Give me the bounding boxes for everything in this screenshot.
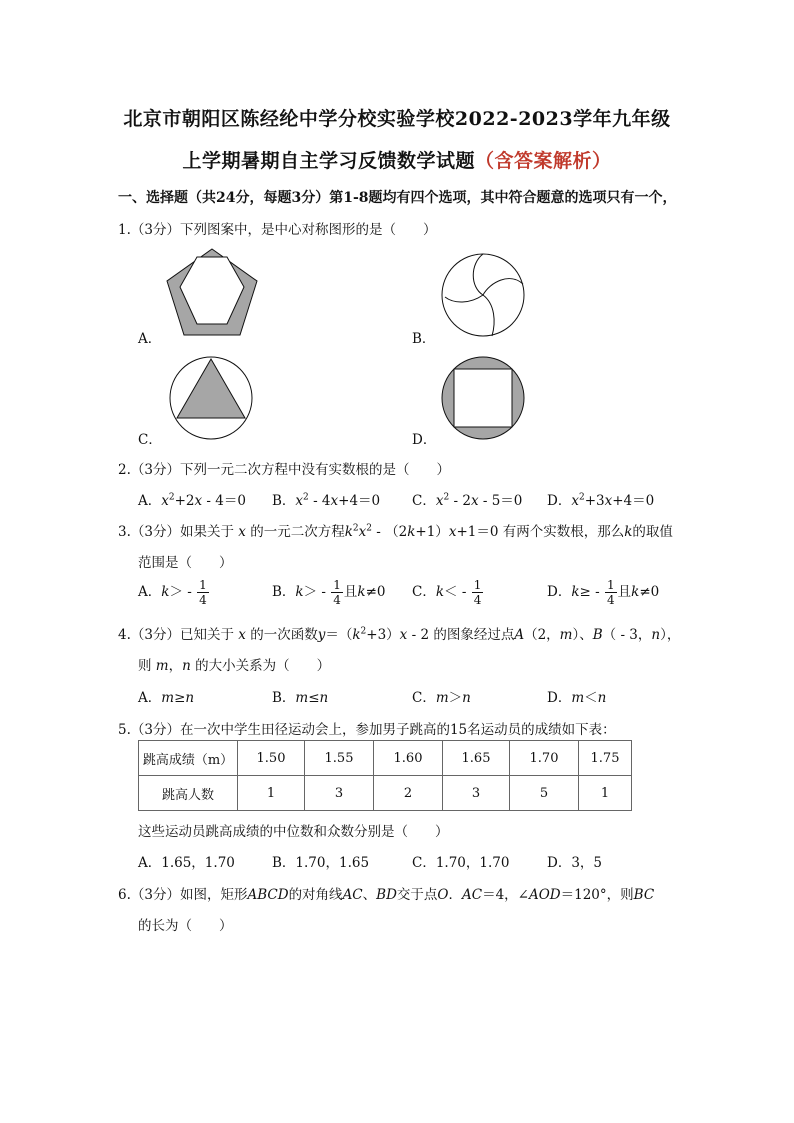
q2-option-a[interactable]: A．$x^2+2x - 4=0$ <box>138 492 246 509</box>
question-6-line-1: 6.（3分）如图，矩形ABCD的对角线AC、BD交于点O．AC＝4，∠AOD＝120°，则BC <box>118 887 655 903</box>
q1-option-a[interactable]: A． <box>138 331 162 347</box>
table-header-cell: 跳高人数 <box>139 776 238 811</box>
table-cell: 1 <box>579 776 632 811</box>
table-cell: 3 <box>443 776 510 811</box>
q2-option-b[interactable]: B．$x^2 - 4x+4=0$ <box>272 492 381 509</box>
table-row <box>139 741 632 776</box>
title-line-2: 上学期暑期自主学习反馈数学试题（含答案解析） <box>182 150 612 172</box>
table-header-cell: 跳高成绩（m） <box>139 741 238 776</box>
q1-option-b[interactable]: B． <box>412 331 436 347</box>
question-4-line-1: 4.（3分）已知关于 x 的一次函数$y=(k^2+3)x - 2$ 的图象经过点A（2，m）、B（ - 3，n）， <box>118 626 681 643</box>
question-2: 2.（3分）下列一元二次方程中没有实数根的是（ ） <box>118 462 450 478</box>
q4-option-a[interactable]: A．m≥n <box>138 690 195 706</box>
results-table <box>138 740 632 811</box>
table-cell: 1.50 <box>238 741 305 776</box>
circle-square-figure-icon <box>440 355 526 441</box>
table-cell: 5 <box>510 776 579 811</box>
section-heading: 一、选择题（共24分，每题3分）第1-8题均有四个选项，其中符合题意的选项只有一个， <box>118 190 677 206</box>
q5-option-c[interactable]: C．1.70，1.70 <box>412 855 510 871</box>
q5-option-a[interactable]: A．1.65，1.70 <box>138 855 235 871</box>
q3-option-b[interactable]: B．k＞ - $\frac{1}{4}$ 且k≠0 <box>272 578 386 607</box>
q5-option-b[interactable]: B．1.70，1.65 <box>272 855 370 871</box>
q4-option-c[interactable]: C．m＞n <box>412 690 471 706</box>
question-3-line-2: 范围是（ ） <box>138 555 233 571</box>
table-cell: 1 <box>238 776 305 811</box>
table-cell: 3 <box>305 776 374 811</box>
question-1: 1.（3分）下列图案中，是中心对称图形的是（ ） <box>118 222 437 238</box>
q2-option-c[interactable]: C．$x^2 - 2x - 5=0$ <box>412 492 523 509</box>
table-cell: 1.55 <box>305 741 374 776</box>
question-3-line-1: 3.（3分）如果关于 x 的一元二次方程$k^2x^2 - (2k+1)x+1=0$ 有两个实数根，那么k的取值 <box>118 523 673 540</box>
q4-option-b[interactable]: B．m≤n <box>272 690 329 706</box>
table-cell: 1.65 <box>443 741 510 776</box>
question-4-line-2: 则 m，n 的大小关系为（ ） <box>138 658 331 674</box>
q1-option-d[interactable]: D． <box>412 432 437 448</box>
q3-option-c[interactable]: C．k＜ - $\frac{1}{4}$ <box>412 578 482 607</box>
q1-option-c[interactable]: C． <box>138 432 162 448</box>
title-line-1: 北京市朝阳区陈经纶中学分校实验学校2022-2023学年九年级 <box>123 108 671 130</box>
question-5: 5.（3分）在一次中学生田径运动会上，参加男子跳高的15名运动员的成绩如下表： <box>118 722 616 738</box>
q3-option-d[interactable]: D．k≥ - $\frac{1}{4}$ 且k≠0 <box>547 578 660 607</box>
q3-option-a[interactable]: A．k＞ - $\frac{1}{4}$ <box>138 578 207 607</box>
table-cell: 1.70 <box>510 741 579 776</box>
table-cell: 2 <box>374 776 443 811</box>
question-6-line-2: 的长为（ ） <box>138 918 233 934</box>
circle-petals-figure-icon <box>440 252 526 338</box>
circle-triangle-figure-icon <box>168 355 254 441</box>
question-5-prompt: 这些运动员跳高成绩的中位数和众数分别是（ ） <box>138 824 449 840</box>
table-cell: 1.75 <box>579 741 632 776</box>
table-cell: 1.60 <box>374 741 443 776</box>
q5-option-d[interactable]: D．3，5 <box>547 855 603 871</box>
pentagon-figure-icon <box>164 246 260 338</box>
q2-option-d[interactable]: D．$x^2+3x+4=0$ <box>547 492 655 509</box>
table-row <box>139 776 632 811</box>
q4-option-d[interactable]: D．m＜n <box>547 690 607 706</box>
